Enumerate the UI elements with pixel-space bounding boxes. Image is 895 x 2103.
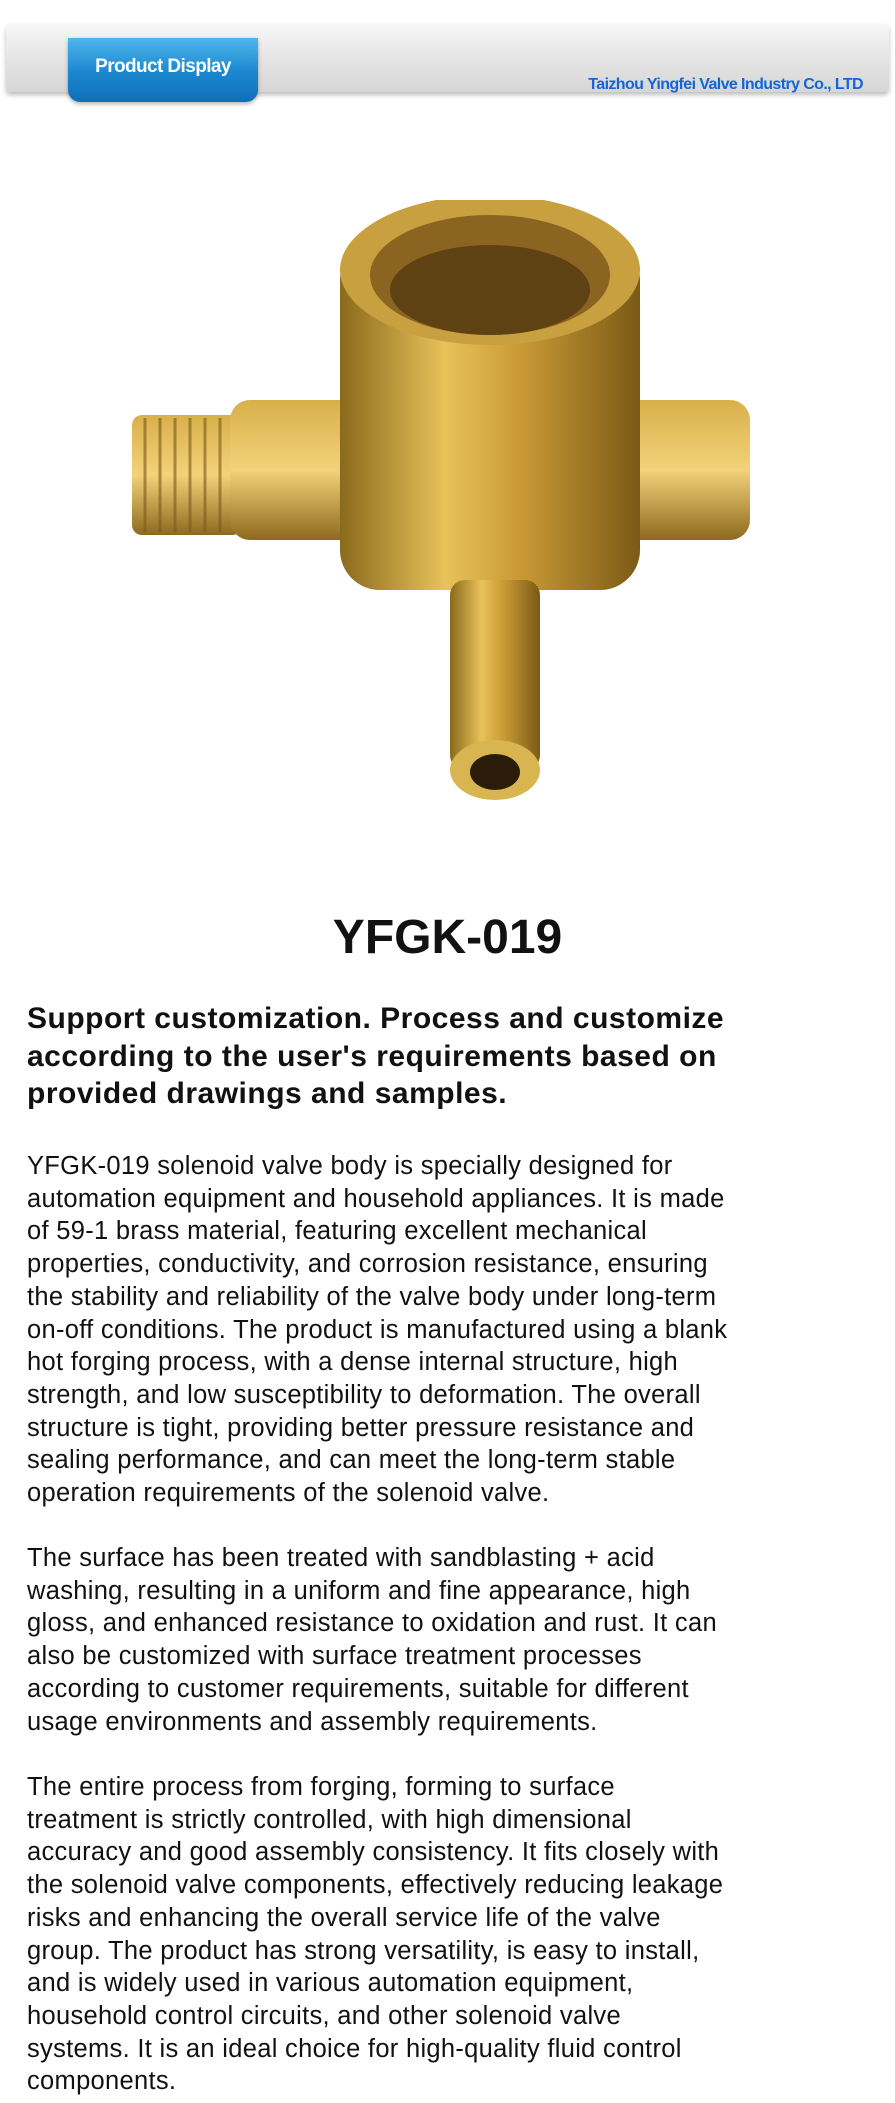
paragraph-line: systems. It is an ideal choice for high-quality fluid control xyxy=(27,2034,682,2063)
paragraph-line: operation requirements of the solenoid valve. xyxy=(27,1479,550,1508)
paragraph-line: accuracy and good assembly consistency. It fits closely with xyxy=(27,1838,720,1867)
brass-valve-body-photo xyxy=(120,200,780,820)
paragraph-line: The surface has been treated with sandblasting + acid xyxy=(27,1544,655,1572)
paragraph-line: group. The product has strong versatility, is easy to install, xyxy=(27,1936,700,1965)
product-model-title: YFGK-019 xyxy=(332,911,563,964)
description-paragraph-3 xyxy=(27,1771,723,2098)
paragraph-line: household control circuits, and other solenoid valve xyxy=(27,2001,621,2030)
paragraph-line: also be customized with surface treatment processes xyxy=(27,1642,642,1671)
ribbon-label: Product Display xyxy=(95,56,231,77)
headline-line: provided drawings and samples. xyxy=(27,1077,508,1110)
paragraph-line: gloss, and enhanced resistance to oxidation and rust. It can xyxy=(27,1609,717,1638)
customization-headline xyxy=(27,1000,724,1113)
paragraph-line: risks and enhancing the overall service life of the valve xyxy=(27,1903,661,1932)
paragraph-line: the solenoid valve components, effectively reducing leakage xyxy=(27,1871,724,1900)
company-name: Taizhou Yingfei Valve Industry Co., LTD xyxy=(588,76,863,93)
paragraph-line: and is widely used in various automation equipment, xyxy=(27,1969,634,1998)
paragraph-line: components. xyxy=(27,2067,177,2096)
description-paragraph-1 xyxy=(27,1150,727,1510)
product-display-ribbon xyxy=(68,38,258,102)
headline-line: according to the user's requirements based on xyxy=(27,1039,717,1073)
paragraph-line: The entire process from forging, forming to surface xyxy=(27,1773,615,1801)
paragraph-line: treatment is strictly controlled, with high dimensional xyxy=(27,1805,632,1834)
paragraph-line: properties, conductivity, and corrosion resistance, ensuring xyxy=(27,1250,708,1279)
paragraph-line: on-off conditions. The product is manufactured using a blank xyxy=(27,1315,728,1344)
headline-line: Support customization. Process and customize xyxy=(27,1002,725,1035)
paragraph-line: washing, resulting in a uniform and fine appearance, high xyxy=(27,1576,691,1605)
paragraph-line: hot forging process, with a dense internal structure, high xyxy=(27,1348,679,1377)
paragraph-line: YFGK-019 solenoid valve body is specially designed for xyxy=(27,1152,673,1180)
header-banner xyxy=(6,24,889,92)
paragraph-line: structure is tight, providing better pressure resistance and xyxy=(27,1413,695,1442)
paragraph-line: of 59-1 brass material, featuring excellent mechanical xyxy=(27,1217,648,1246)
paragraph-line: usage environments and assembly requirements. xyxy=(27,1707,598,1736)
paragraph-line: according to customer requirements, suitable for different xyxy=(27,1674,689,1703)
description-paragraph-2 xyxy=(27,1542,717,1738)
paragraph-line: sealing performance, and can meet the long-term stable xyxy=(27,1446,676,1475)
paragraph-line: automation equipment and household appliances. It is made xyxy=(27,1184,725,1213)
paragraph-line: strength, and low susceptibility to deformation. The overall xyxy=(27,1380,701,1409)
paragraph-line: the stability and reliability of the valve body under long-term xyxy=(27,1282,717,1311)
